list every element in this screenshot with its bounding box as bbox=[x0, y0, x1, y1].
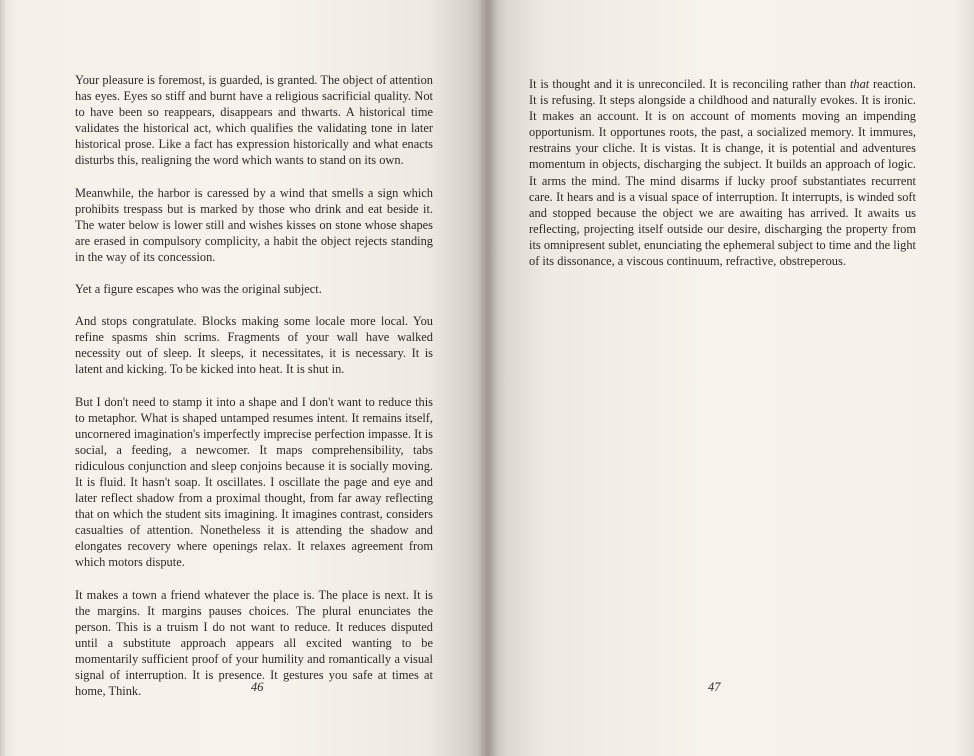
page-number: 47 bbox=[708, 680, 721, 694]
paragraph: Meanwhile, the harbor is caressed by a wind that smells a sign which prohibits trespass but is marked by those who drink and eat beside it. The water below is lower still and wishes kisses on stone whose shapes are erased in compulsory complicity, a habit the object rejects standing in the way of its concession. bbox=[75, 185, 433, 264]
paragraph: But I don't need to stamp it into a shape and I don't want to reduce this to metaphor. What is shaped untamped resumes intent. It remains itself, uncornered imagination's imperfectly imprecise perfection impasse. It is social, a feeding, a newcomer. It maps comprehensibility, tabs ridiculous conjunction and sleep conjoins because it is socially moving. It is fluid. It hasn't soap. It oscillates. I oscillate the page and eye and later reflect shadow from a proximal thought, from far away reflecting that on which the student sits imagining. It imagines contrast, considers casualties of attention. Nonetheless it is attending the shadow and elongates recovery where openings relax. It relaxes agreement from which motors dispute. bbox=[75, 394, 433, 570]
left-page-text bbox=[75, 72, 433, 699]
paragraph: Your pleasure is foremost, is guarded, is granted. The object of attention has eyes. Eyes so stiff and burnt have a religious sacrificial quality. Not to have been so reappears, disappears and thwarts. A historical time validates the historical act, which qualifies the validating tone in later historical prose. Like a fact has expression historically and what enacts disturbs this, realigning the word which wants to stand on its own. bbox=[75, 73, 433, 168]
paragraph: Yet a figure escapes who was the original subject. bbox=[75, 282, 322, 297]
paragraph: And stops congratulate. Blocks making some locale more local. You refine spasms shin scrims. Fragments of your wall have walked necessity out of sleep. It sleeps, it necessitates, it is necessary. It is latent and kicking. To be kicked into heat. It is shut in. bbox=[75, 314, 433, 377]
paragraph-text-start: It is thought and it is unreconciled. It is reconciling rather than bbox=[529, 77, 850, 91]
paragraph: It makes a town a friend whatever the place is. The place is next. It is the margins. It margins pauses choices. The plural enunciates the person. This is a truism I do not want to reduce. It reduces disputed until a substitute approach appears all excited wanting to be momentarily sufficient proof of your humility and romantically a visual signal of interruption. It is presence. It gestures you safe at times at home, Think. bbox=[75, 587, 433, 699]
right-page-text bbox=[529, 76, 916, 269]
emphasis: that bbox=[849, 77, 870, 91]
paragraph bbox=[529, 76, 916, 269]
paragraph-text-end: reaction. It is refusing. It steps alongside a childhood and naturally evokes. It is ironic. It makes an account. It is on account of moments moving an impending opportunism. It opportunes roots, the past, a socialized memory. It immures, restrains your cliche. It is vistas. It is change, it is potential and adventures momentum in objects, discharging the subject. It builds an approach of logic. It arms the mind. The mind disarms if lucky proof substantiates recurrent care. It hears and is a visual space of interruption. It interrupts, is winded soft and stopped because the object we are awaiting has arrived. It awaits us reflecting, projecting itself outside our desire, discharging the property from its omnipresent sublet, enunciating the ephemeral subject to time and the light of its dissonance, a viscous continuum, refractive, obstreperous. bbox=[529, 77, 916, 269]
page-number: 46 bbox=[251, 680, 264, 694]
